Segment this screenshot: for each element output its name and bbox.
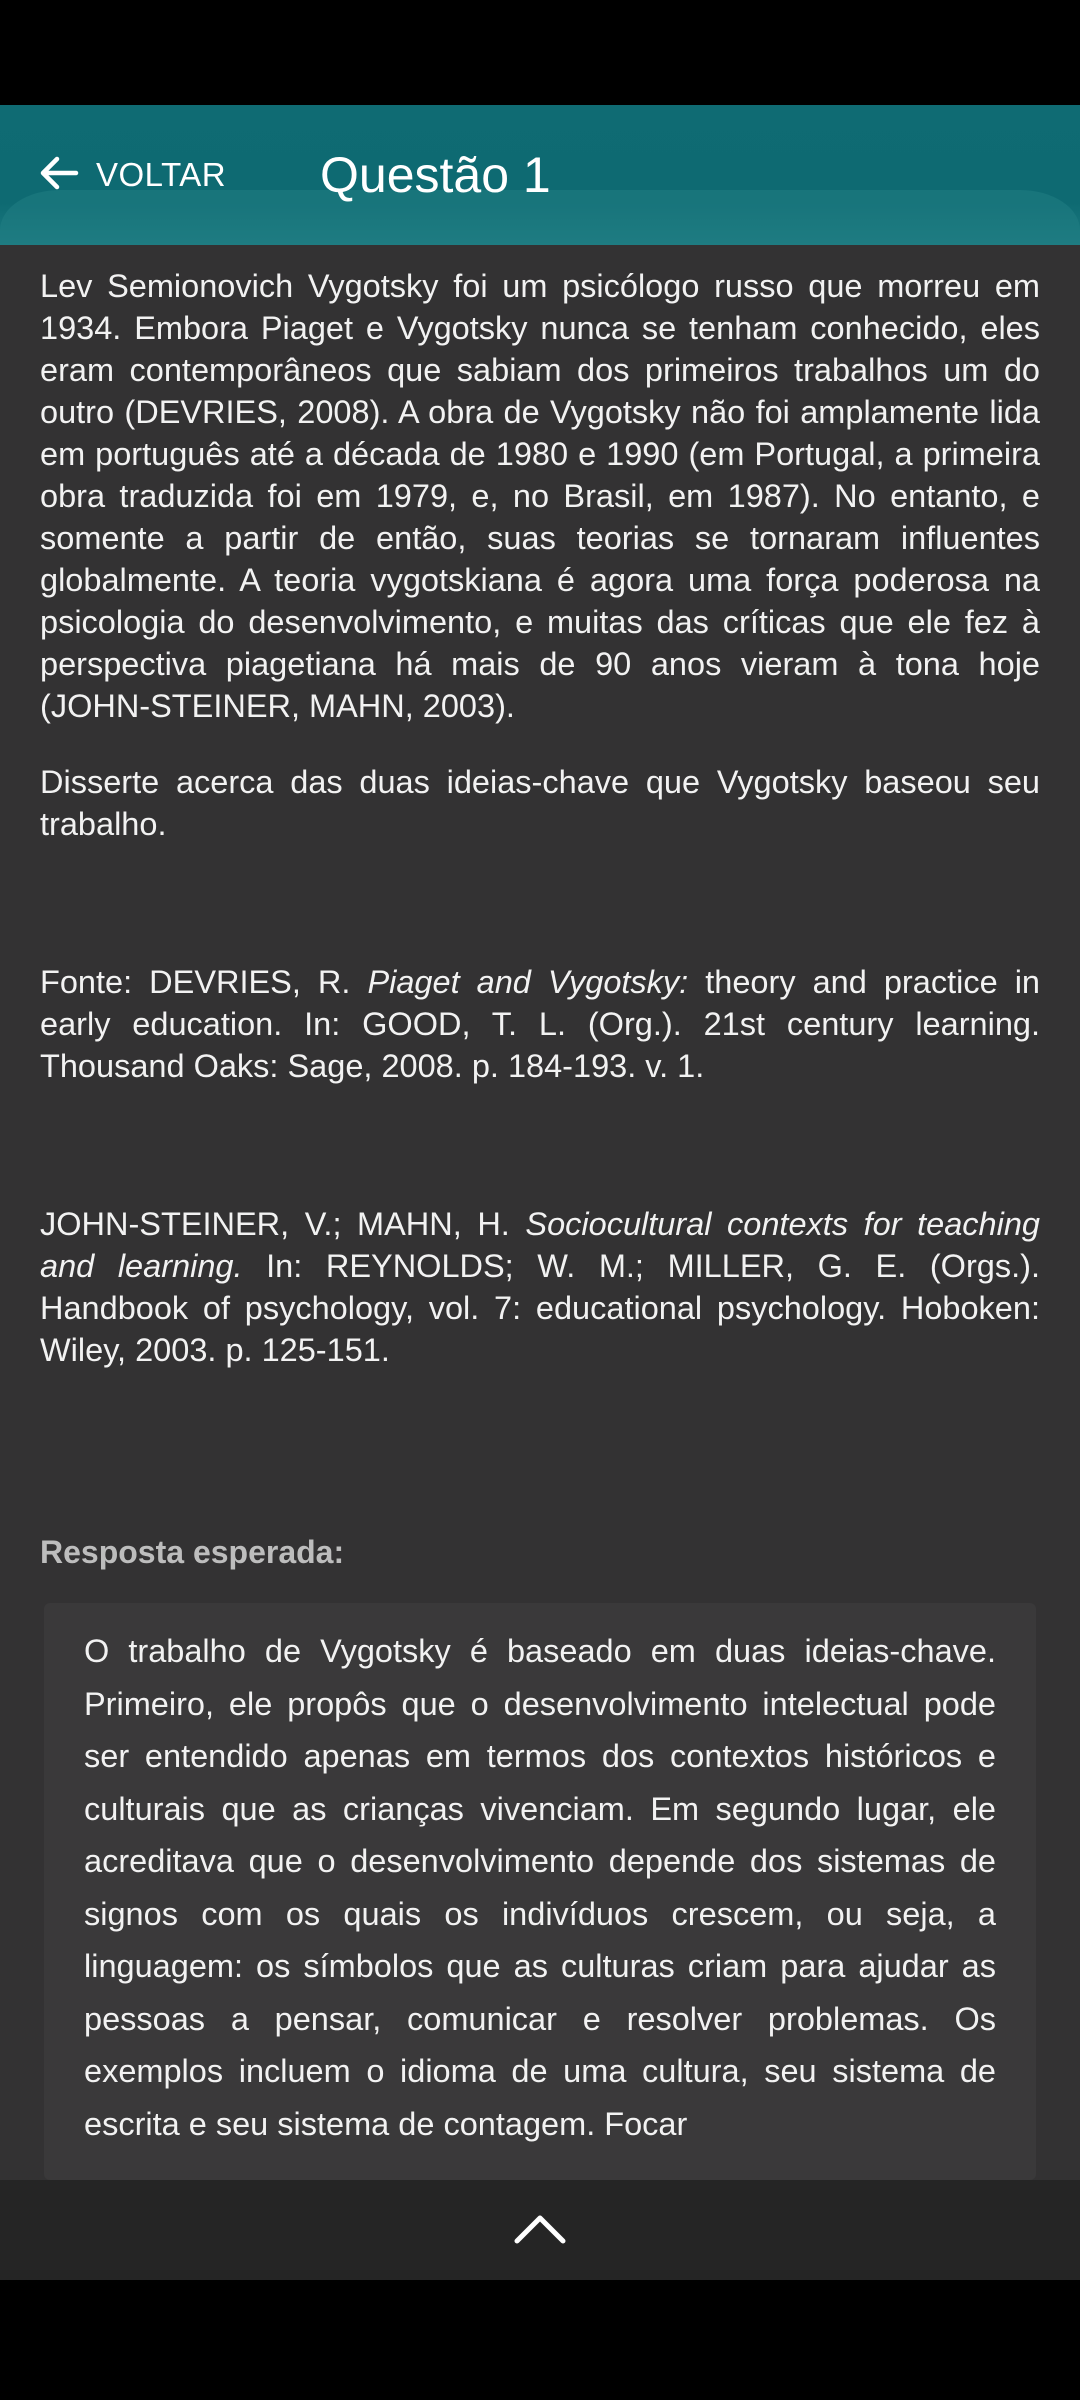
page-title: Questão 1: [320, 147, 551, 203]
arrow-left-icon: [36, 150, 82, 201]
question-intro: Lev Semionovich Vygotsky foi um psicólogo russo que morreu em 1934. Embora Piaget e Vygotsky nunca se tenham conhecido, eles eram contemporâneos que sabiam dos primeiros trabalhos um do outro (DEVRIES, 2008). A obra de Vygotsky não foi amplamente lida em português até a década de 1980 e 1990 (em Portugal, a primeira obra traduzida foi em 1979, e, no Brasil, em 1987). No entanto, e somente a partir de então, suas teorias se tornaram influentes globalmente. A teoria vygotskiana é agora uma força poderosa na psicologia do desenvolvimento, e muitas das críticas que ele fez à perspectiva piagetiana há mais de 90 anos vieram à tona hoje (JOHN-STEINER, MAHN, 2003).: [40, 268, 1040, 724]
answer-text: O trabalho de Vygotsky é baseado em duas ideias-chave. Primeiro, ele propôs que o desenvolvimento intelectual pode ser entendido apenas em termos dos contextos históricos e culturais que as crianças vivenciam. Em segundo lugar, ele acreditava que o desenvolvimento depende dos sistemas de signos com os quais os indivíduos crescem, ou seja, a linguagem: os símbolos que as culturas criam para ajudar as pessoas a pensar, comunicar e resolver problemas. Os exemplos incluem o idioma de uma cultura, seu sistema de escrita e seu sistema de contagem. Focar: [84, 1633, 996, 2142]
status-bar: [0, 0, 1080, 105]
answer-box: [44, 1603, 1036, 2180]
back-button[interactable]: [36, 140, 226, 210]
question-content[interactable]: [0, 245, 1080, 2180]
source-reference-2: JOHN-STEINER, V.; MAHN, H. Sociocultural contexts for teaching and learning. In: REYNOLDS; W. M.; MILLER, G. E. (Orgs.). Handbook of psychology, vol. 7: educational psychology. Hoboken: Wiley, 2003. p. 125-151.: [40, 1206, 1040, 1368]
question-prompt: Disserte acerca das duas ideias-chave que Vygotsky baseou seu trabalho.: [40, 764, 1040, 842]
answer-label: Resposta esperada:: [40, 1534, 345, 1570]
source-reference-1: Fonte: DEVRIES, R. Piaget and Vygotsky: theory and practice in early education. In: GOOD, T. L. (Org.). 21st century learning. Thousand Oaks: Sage, 2008. p. 184-193. v. 1.: [40, 964, 1040, 1084]
chevron-up-icon: [513, 2211, 567, 2250]
back-button-label: VOLTAR: [96, 156, 227, 193]
bottom-bar: [0, 2180, 1080, 2280]
scroll-top-button[interactable]: [505, 2200, 575, 2260]
system-navigation-area: [0, 2280, 1080, 2400]
